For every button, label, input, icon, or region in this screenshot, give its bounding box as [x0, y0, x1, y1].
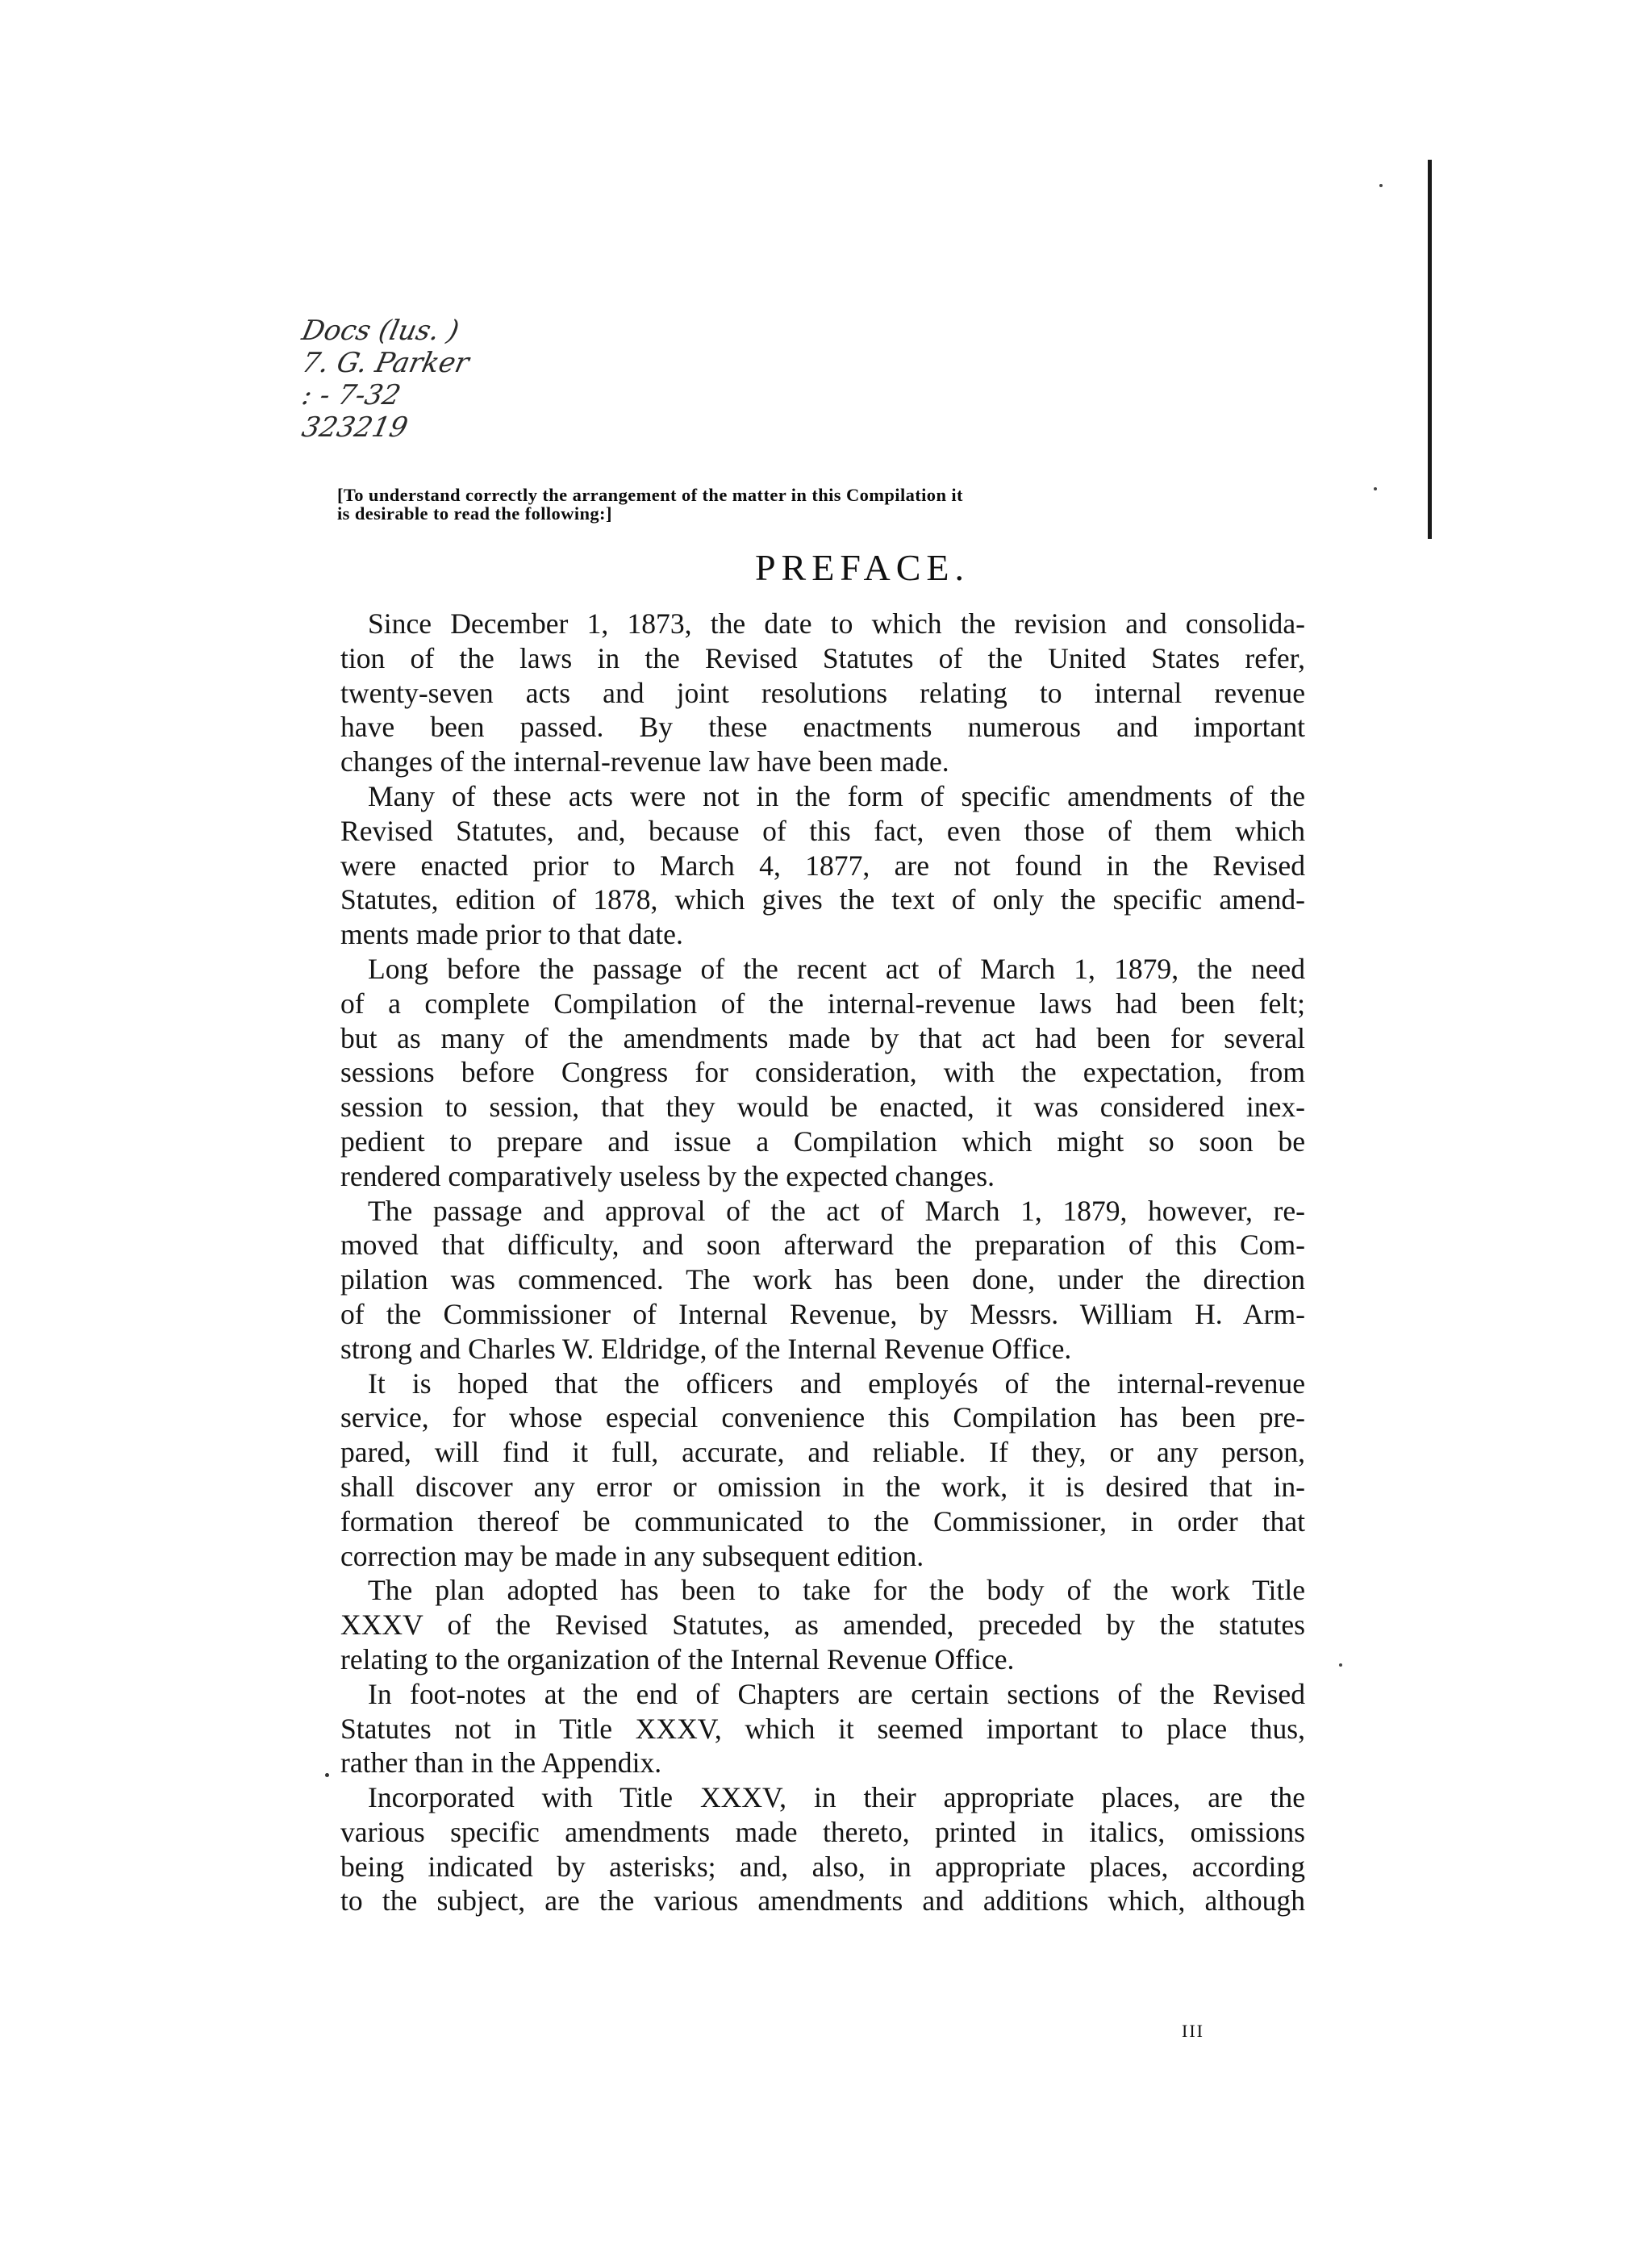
page-title: PREFACE.	[754, 547, 970, 588]
text-line: being indicated by asterisks; and, also, in appropriate places, according	[340, 1850, 1305, 1883]
handwritten-line: Docs (lus. )	[298, 315, 462, 347]
scan-edge-line	[1428, 160, 1432, 539]
text-line: formation thereof be communicated to the Commissioner, in order that	[340, 1504, 1305, 1538]
text-line: of the Commissioner of Internal Revenue, by Messrs. William H. Arm-	[340, 1297, 1305, 1330]
text-line: of a complete Compilation of the internal-revenue laws had been felt;	[340, 987, 1305, 1020]
handwritten-line: 323219	[298, 411, 411, 444]
text-line: Many of these acts were not in the form of specific amendments of the	[368, 779, 1305, 812]
text-line: changes of the internal-revenue law have been made.	[340, 745, 949, 778]
text-line: were enacted prior to March 4, 1877, are not found in the Revised	[340, 849, 1305, 882]
text-line: rather than in the Appendix.	[340, 1746, 662, 1780]
handwritten-line: 7. G. Parker	[298, 347, 472, 379]
text-line: twenty-seven acts and joint resolutions relating to internal revenue	[340, 676, 1305, 709]
text-line: pilation was commenced. The work has been done, under the direction	[340, 1263, 1305, 1296]
text-line: tion of the laws in the Revised Statutes of the United States refer,	[340, 641, 1305, 674]
text-line: Since December 1, 1873, the date to which the revision and consolida-	[368, 607, 1305, 640]
text-line: It is hoped that the officers and employés of the internal-revenue	[368, 1367, 1305, 1400]
text-line: rendered comparatively useless by the expected changes.	[340, 1159, 995, 1192]
reading-note-line: [To understand correctly the arrangement of the matter in this Compilation it	[337, 485, 963, 505]
text-line: The passage and approval of the act of March 1, 1879, however, re-	[368, 1194, 1305, 1227]
text-line: sessions before Congress for consideration, with the expectation, from	[340, 1056, 1305, 1089]
text-line: Statutes, edition of 1878, which gives the text of only the specific amend-	[340, 883, 1305, 916]
text-line: In foot-notes at the end of Chapters are certain sections of the Revised	[368, 1677, 1305, 1710]
text-line: strong and Charles W. Eldridge, of the Internal Revenue Office.	[340, 1332, 1072, 1365]
text-line: session to session, that they would be enacted, it was considered inex-	[340, 1091, 1305, 1124]
text-line: moved that difficulty, and soon afterward the preparation of this Com-	[340, 1229, 1305, 1262]
margin-dot	[325, 1773, 329, 1777]
text-line: Statutes not in Title XXXV, which it seemed important to place thus,	[340, 1712, 1305, 1745]
text-line: correction may be made in any subsequent edition.	[340, 1539, 924, 1572]
handwritten-annotation	[298, 315, 512, 456]
page-number: III	[1182, 2021, 1204, 2041]
text-line: ments made prior to that date.	[340, 918, 683, 951]
text-line: to the subject, are the various amendments and additions which, although	[340, 1884, 1305, 1917]
text-line: Revised Statutes, and, because of this fact, even those of them which	[340, 814, 1305, 847]
text-line: pedient to prepare and issue a Compilation which might so soon be	[340, 1125, 1305, 1158]
reading-note	[337, 486, 1317, 523]
handwritten-line: : - 7-32	[298, 379, 404, 411]
text-line: various specific amendments made thereto, printed in italics, omissions	[340, 1815, 1305, 1848]
text-line: Incorporated with Title XXXV, in their appropriate places, are the	[368, 1781, 1305, 1814]
text-line: XXXV of the Revised Statutes, as amended, preceded by the statutes	[340, 1609, 1305, 1642]
text-line: relating to the organization of the Internal Revenue Office.	[340, 1642, 1015, 1675]
scan-speck	[1379, 184, 1383, 187]
text-line: pared, will find it full, accurate, and reliable. If they, or any person,	[340, 1436, 1305, 1469]
reading-note-line: is desirable to read the following:]	[337, 503, 612, 524]
text-line: have been passed. By these enactments numerous and important	[340, 711, 1305, 744]
scan-speck	[1374, 487, 1377, 490]
text-line: The plan adopted has been to take for the body of the work Title	[368, 1574, 1305, 1607]
text-line: but as many of the amendments made by that act had been for several	[340, 1021, 1305, 1054]
text-line: Long before the passage of the recent act of March 1, 1879, the need	[368, 952, 1305, 985]
text-line: service, for whose especial convenience this Compilation has been pre-	[340, 1401, 1305, 1434]
preface-body	[340, 607, 1305, 1918]
scan-speck	[1339, 1663, 1342, 1667]
text-line: shall discover any error or omission in the work, it is desired that in-	[340, 1470, 1305, 1503]
